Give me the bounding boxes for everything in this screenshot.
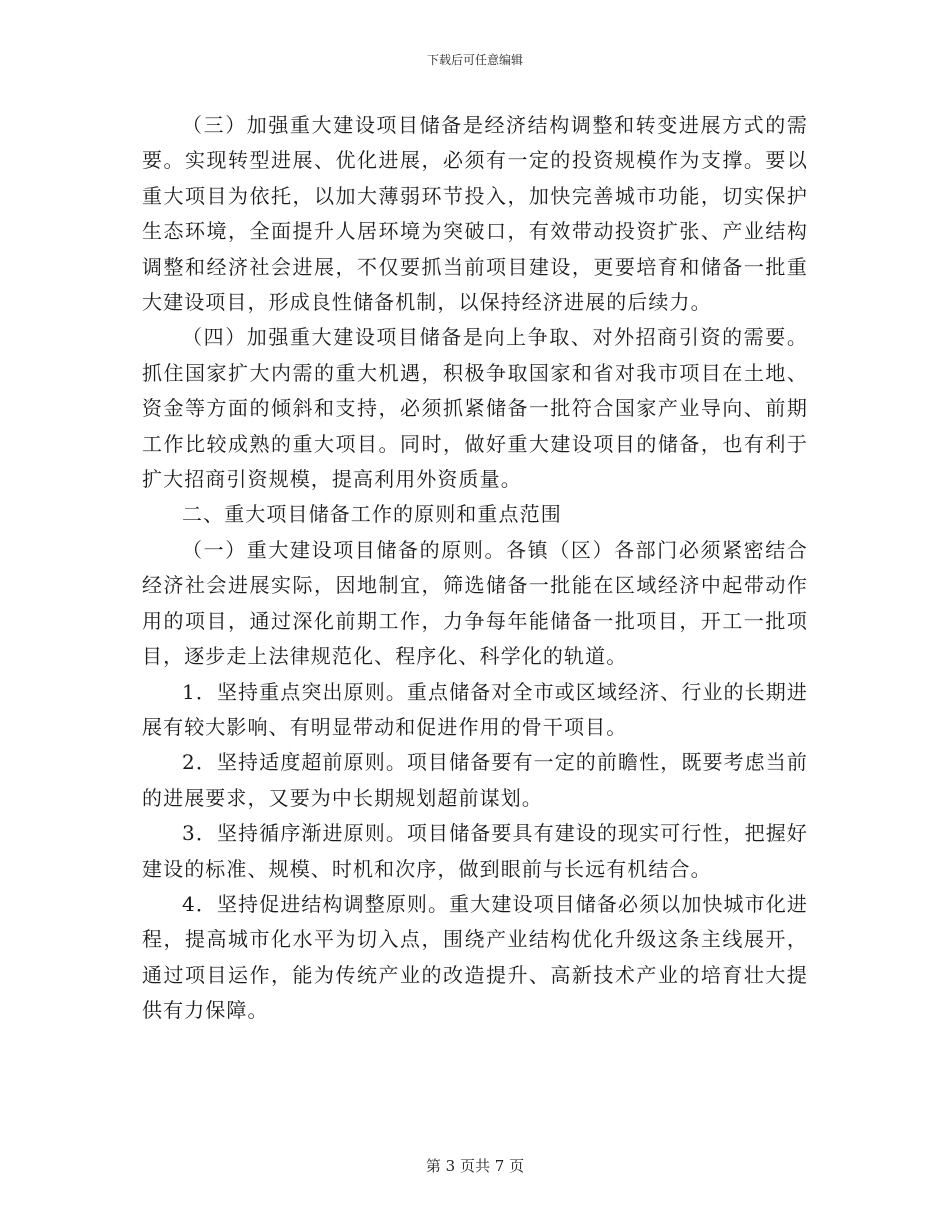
paragraph-4-section-investment: （四）加强重大建设项目储备是向上争取、对外招商引资的需要。抓住国家扩大内需的重大机遇，积极争取国家和省对我市项目在土地、资金等方面的倾斜和支持，必须抓紧储备一批符合国家产业导向、前期工作比较成熟的重大项目。同时，做好重大建设项目的储备，也有利于扩大招商引资规模，提高利用外资质量。 — [142, 325, 808, 492]
page-number: 第 3 页共 7 页 — [425, 1157, 525, 1175]
document-body — [142, 108, 808, 1029]
paragraph-3-section-necessity: （三）加强重大建设项目储备是经济结构调整和转变进展方式的需要。实现转型进展、优化进展，必须有一定的投资规模作为支撑。要以重大项目为依托，以加大薄弱环节投入，加快完善城市功能，切实保护生态环境，全面提升人居环境为突破口，有效带动投资扩张、产业结构调整和经济社会进展，不仅要抓当前项目建设，更要培育和储备一批重大建设项目，形成良性储备机制，以保持经济进展的后续力。 — [142, 113, 808, 315]
section-heading-principles: 二、重大项目储备工作的原则和重点范围 — [182, 502, 562, 527]
list-item-principle-4: 4．坚持促进结构调整原则。重大建设项目储备必须以加快城市化进程，提高城市化水平为切入点，围绕产业结构优化升级这条主线展开，通过项目运作，能为传统产业的改造提升、高新技术产业的培育壮大提供有力保障。 — [142, 891, 808, 1023]
paragraph-principles-intro: （一）重大建设项目储备的原则。各镇（区）各部门必须紧密结合经济社会进展实际，因地制宜，筛选储备一批能在区域经济中起带动作用的项目，通过深化前期工作，力争每年能储备一批项目，开工一批项目，逐步走上法律规范化、程序化、科学化的轨道。 — [142, 537, 808, 669]
page-header: 下载后可任意编辑 — [426, 53, 523, 67]
list-item-principle-1: 1．坚持重点突出原则。重点储备对全市或区域经济、行业的长期进展有较大影响、有明显带动和促进作用的骨干项目。 — [142, 679, 808, 739]
list-item-principle-2: 2．坚持适度超前原则。项目储备要有一定的前瞻性，既要考虑当前的进展要求，又要为中长期规划超前谋划。 — [142, 750, 808, 810]
list-item-principle-3: 3．坚持循序渐进原则。项目储备要具有建设的现实可行性，把握好建设的标准、规模、时机和次序，做到眼前与长远有机结合。 — [142, 821, 808, 881]
